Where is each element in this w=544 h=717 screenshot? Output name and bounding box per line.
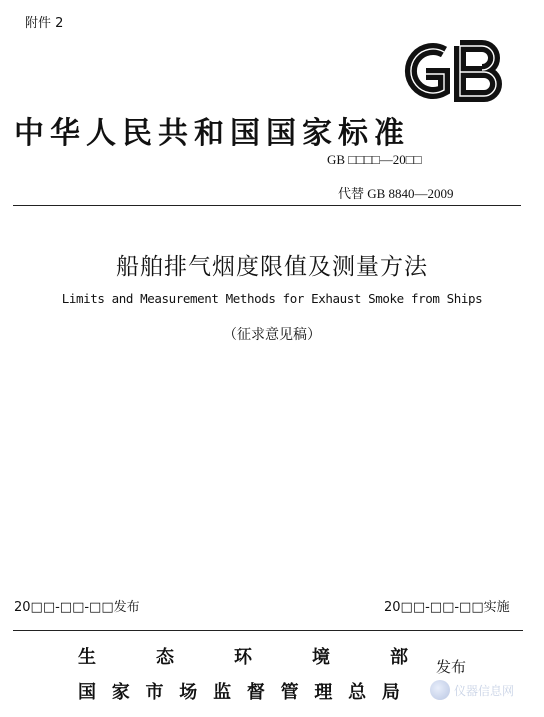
issuer-line-1 xyxy=(78,643,408,669)
issuer-char: 局 xyxy=(381,682,400,703)
issuer-char: 境 xyxy=(312,647,330,668)
implementation-date: 20□□-□□-□□实施 xyxy=(384,600,510,615)
issuer-char: 监 xyxy=(213,682,232,703)
gb-logo-graphic xyxy=(392,38,510,104)
watermark-text: 仪器信息网 xyxy=(454,683,515,698)
issuer-char: 督 xyxy=(246,682,265,703)
issuer-char: 场 xyxy=(179,682,198,703)
issuer-char: 国 xyxy=(78,682,96,703)
standard-number: GB □□□□—20□□ xyxy=(327,152,422,167)
issuer-char: 生 xyxy=(78,647,96,668)
issuer-char: 管 xyxy=(280,682,299,703)
issuer-char: 环 xyxy=(234,647,252,668)
replaces-standard: 代替 GB 8840—2009 xyxy=(338,186,454,201)
attachment-label: 附件 2 xyxy=(25,16,64,31)
issuer-char: 态 xyxy=(156,647,174,668)
issue-date: 20□□-□□-□□发布 xyxy=(14,600,140,615)
issued-label: 发布 xyxy=(436,658,467,676)
issuer-char: 家 xyxy=(111,682,130,703)
issuer-char: 市 xyxy=(145,682,164,703)
gb-logo xyxy=(392,38,510,104)
issuer-line-2 xyxy=(78,678,400,704)
bottom-divider xyxy=(13,630,523,631)
national-standard-title: 中华人民共和国国家标准 xyxy=(14,116,410,151)
watermark xyxy=(430,680,514,700)
issuer-char: 总 xyxy=(348,682,367,703)
issuer-char: 理 xyxy=(314,682,333,703)
issuer-char: 部 xyxy=(390,647,408,668)
document-title-en: Limits and Measurement Methods for Exhaust Smoke from Ships xyxy=(61,291,483,306)
draft-note: （征求意见稿） xyxy=(223,327,321,343)
watermark-icon xyxy=(430,680,450,700)
document-title-cn: 船舶排气烟度限值及测量方法 xyxy=(116,254,428,280)
top-divider xyxy=(13,205,521,206)
